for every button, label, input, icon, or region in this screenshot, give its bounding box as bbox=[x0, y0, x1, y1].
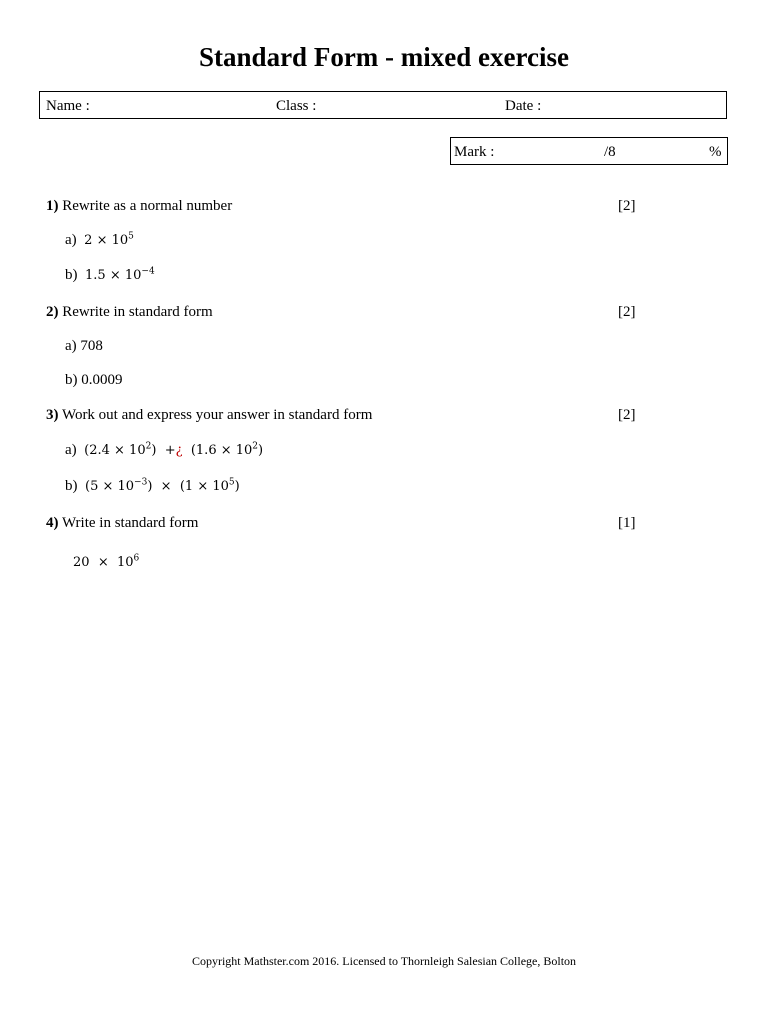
date-label: Date : bbox=[505, 98, 542, 114]
student-info-box bbox=[39, 91, 727, 119]
mark-total: /8 bbox=[604, 144, 616, 160]
expression: $2 \times 10^5$ bbox=[84, 231, 134, 248]
expression: $1.5 \times 10^{-4}$ bbox=[85, 266, 155, 283]
mark-box bbox=[450, 137, 728, 165]
question-number: 1) bbox=[46, 198, 59, 214]
question-1a: a) $2 \times 10^5$ bbox=[65, 231, 134, 248]
question-number: 4) bbox=[46, 515, 59, 531]
question-2 bbox=[46, 304, 213, 321]
question-text: Work out and express your answer in standard form bbox=[61, 407, 373, 423]
mark-label: Mark : bbox=[454, 144, 495, 160]
question-4 bbox=[46, 515, 198, 532]
question-text: Write in standard form bbox=[61, 515, 199, 531]
question-2b: b) 0.0009 bbox=[65, 372, 123, 388]
copyright-footer: Copyright Mathster.com 2016. Licensed to Thornleigh Salesian College, Bolton bbox=[191, 954, 577, 968]
question-text: Rewrite as a normal number bbox=[62, 198, 233, 214]
question-1b: b) $1.5 \times 10^{-4}$ bbox=[65, 266, 155, 283]
question-3a: a) $(2.4 \times 10^2)$ +¿ $(1.6 \times 10^2)$ bbox=[65, 441, 264, 458]
name-label: Name : bbox=[46, 98, 90, 114]
page-title: Standard Form - mixed exercise bbox=[199, 42, 569, 72]
class-label: Class : bbox=[276, 98, 317, 114]
question-1 bbox=[46, 198, 232, 215]
question-number: 2) bbox=[46, 304, 59, 320]
question-4-expression: $20 \times 10^6$ bbox=[73, 553, 140, 570]
question-text: Rewrite in standard form bbox=[62, 304, 213, 320]
question-4-marks: [1] bbox=[618, 515, 636, 531]
question-1-marks: [2] bbox=[618, 198, 636, 214]
question-2-marks: [2] bbox=[618, 304, 636, 320]
question-3b: b) $(5 \times 10^{-3}) \times (1 \times 10^5)$ bbox=[65, 477, 240, 494]
mark-percent: % bbox=[709, 144, 722, 160]
question-3 bbox=[46, 407, 372, 424]
question-2a: a) 708 bbox=[65, 338, 103, 354]
question-3-marks: [2] bbox=[618, 407, 636, 423]
question-number: 3) bbox=[46, 407, 59, 423]
expression: $(2.4 \times 10^2)$ +¿ $(1.6 \times 10^2)$ bbox=[84, 441, 264, 458]
expression: $(5 \times 10^{-3}) \times (1 \times 10^5)$ bbox=[85, 477, 240, 494]
